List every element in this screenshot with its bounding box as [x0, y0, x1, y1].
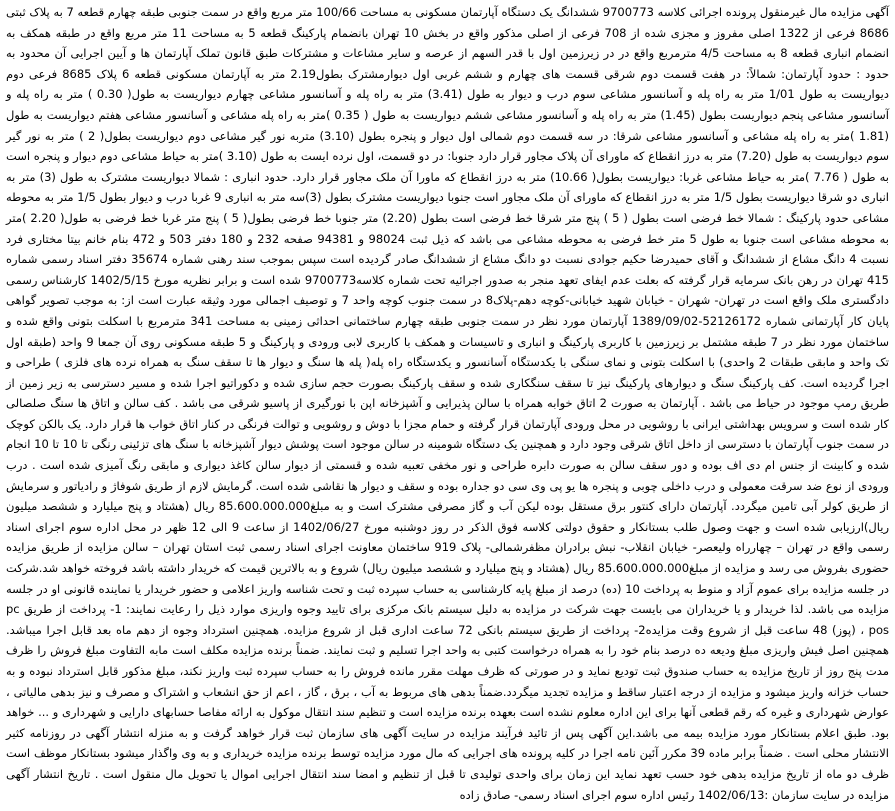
- auction-notice-text: آگهی مزایده مال غیرمنقول پرونده اجرائی کلاسه 9700773 ششدانگ یک دستگاه آپارتمان مسکونی به مساحت 100/66 متر مربع واقع در سمت جنوبی طبقه چهارم قطعه 7 به پلاک ثبتی 8686 فرعی از 1322 اصلی مفروز و مجزی شده از 708 فرعی از اصلی مذکور واقع در بخش 10 تهران بانضمام پارکینگ قطعه 5 به مساحت 11 متر مربع واقع در طبقه همکف به انضمام انباری قطعه 8 به مساحت 4/5 مترمربع واقع در در زیرزمین اول با قدر السهم از عرصه و سایر مشاعات و مشترکات طبق قانون تملک آپارتمان ها و آیین اجرایی آن محدود به حدود : حدود آپارتمان: شمالاً: در هفت قسمت دوم شرقی قسمت های چهارم و ششم غربی اول دیوارمشترک بطول2.19 متر به آپارتمان مسکونی قطعه 6 پلاک 8685 فرعی دوم دیواریست به طول 1/01 متر به راه پله و آسانسور مشاعی سوم درب و دیوار به طول (3.41) متر به راه پله و آسانسور مشاعی چهارم دیواریست به طول( 0.30 ) متر به راه پله و آسانسور مشاعی پنجم دیواریست بطول (1.45) متر به راه پله و آسانسور مشاعی ششم دیواریست به طول ( 0.35 )متر به راه پله مشاعی و آسانسور مشاعی هفتم دیواریست به طول (1.81 )متر به راه پله مشاعی و آسانسور مشاعی شرقا: در سه قسمت دوم شمالی اول دیوار و پنجره بطول (3.10) متربه نور گیر مشاعی دوم دیواریست بطول( 2 ) متر به نور گیر سوم دیواریست به طول (7.20) متر به درز انقطاع که ماورای آن پلاک مجاور قرار دارد جنوبا: در دو قسمت، اول نرده ایست به طول (3.10 )متر به حیاط مشاعی دوم دیوار و پنجره است به طول ( 7.76 )متر به حیاط مشاعی غربا: دیواریست بطول( 10.66) متر به درز انقطاع که ماورا آن ملک مجاور قرار دارد. حدود انباری : شمالا دیواریست مشترک به طول (3) متر به انباری دو شرقا دیواریست بطول 1/5 متر به درز انقطاع که ماورای آن ملک مجاور است جنوبا دیواریست مشترک بطول (3)سه متر به انباری 9 غربا درب و دیوار بطول 1/5 متر به محوطه مشاعی حدود پارکینگ : شمالا خط فرضی است بطول ( 5 ) پنج متر شرقا خط فرضی است بطول (2.20) متر جنوبا خط فرضی بطول( 5 ) پنج متر غربا خط فرضی به طول( 2.20 )متر به محوطه مشاعی است جنوبا به طول 5 متر خط فرضی به محوطه مشاعی می باشد که ذیل ثبت 98024 و 94381 صفحه 232 و 180 دفتر 503 و 472 بنام خانم بیتا مختاری فرد نسبت 4 دانگ مشاع از ششدانگ و آقای حمیدرضا حکیم جوادی نسبت دو دانگ مشاع از ششدانگ صادر گردیده است سپس بموجب سند رهنی شماره 35674 دفتر اسناد رسمی شماره 415 تهران در رهن بانک سرمایه قرار گرفته که بعلت عدم ایفای تعهد منجر به صدور اجرائیه تحت شماره کلاسه9700773 شده است و برابر نظریه مورخ 1402/5/15 کارشناس رسمی دادگستری ملک واقع است در تهران- شهران - خیابان شهید خیابانی-کوچه دهم-پلاک8 در سمت جنوب کوچه واحد 7 و توصیف اجمالی مورد وثیقه عبارت است از: به موجب تصویر گواهی پایان کار آپارتمانی شماره 52126172-1389/09/02 آپارتمان مورد نظر در سمت جنوبی طبقه چهارم ساختمانی احداثی زمینی به مساحت 341 مترمربع با اسکلت بتونی واقع شده و ساختمان مورد نظر در 7 طبقه مشتمل بر زیرزمین با کاربری پارکینگ و انباری و تاسیسات و همکف با کاربری لابی ورودی و پارکینگ و 5 طبقه مسکونی روی آن جمعا 9 واحد (طبقه اول تک واحد و مابقی طبقات 2 واحدی) با اسکلت بتونی و نمای سنگی با یکدستگاه آسانسور و یکدستگاه راه پله( پله ها سنگ و دیوار ها تا سقف سنگ به همراه نرده های فلزی ) طراحی و اجرا گردیده است. کف پارکینگ سنگ و دیوارهای پارکینگ نیز تا سقف سنگکاری شده و سقف پارکینگ بصورت حجم سازی شده و دکوراتیو اجرا شده و مسیر دسترسی به زیر زمین از طریق رمپ موجود در حیاط می باشد . آپارتمان به صورت 2 اتاق خوابه همراه با سالن پذیرایی و آشپزخانه اپن با نورگیری از پاسیو شرقی می باشد . کف سالن و اتاق ها سنگ صلصالی کار شده است و سرویس بهداشتی ایرانی با روشویی در محل ورودی آپارتمان قرار گرفته و حمام مجزا با دوش و روشویی و توالت فرنگی در کنار اتاق خواب ها قرار دارد. یک بالکن کوچک در سمت جنوب آپارتمان با دسترسی از داخل اتاق شرقی وجود دارد و همچنین یک دستگاه شومینه در سالن موجود است پوشش دیوار آشپزخانه با سنگ های تزئینی رنگی تا 10 تا 10 انجام شده و کابینت از جنس ام دی اف بوده و دور سقف سالن به صورت دابره طراحی و نور مخفی تعبیه شده و قسمتی از دیوار سالن کاغذ دیواری و مابقی رنگ آمیزی شده است . درب ورودی از نوع ضد سرقت معمولی و درب داخلی چوبی و پنجره ها یو پی وی سی دو جداره بوده و سقف و دیوار ها نقاشی شده است. گرمایش لازم از طریق شوفاژ و رادیاتور و سرمایش از طریق کولر آبی تامین میگردد. آپارتمان دارای کنتور برق مستقل بوده لیکن آب و گاز مصرفی مشترک است و به مبلغ85.600.000.000 ریال (هشتاد و پنج میلیارد و ششصد میلیون ریال)ارزیابی شده است و جهت وصول طلب بستانکار و حقوق دولتی کلاسه فوق الذکر در روز دوشنبه مورخ 1402/06/27 از ساعت 9 الی 12 ظهر در محل اداره سوم اجرای اسناد رسمی واقع در تهران – چهارراه ولیعصر- خیابان انقلاب- نبش برادران مظفرشمالی- پلاک 919 ساختمان معاونت اجرای اسناد رسمی ثبت استان تهران – سالن مزایده از طریق مزایده حضوری بفروش می رسد و مزایده از مبلغ85.600.000.000 ریال (هشتاد و پنج میلیارد و ششصد میلیون ریال) شروع و به بالاترین قیمت که خریدار داشته باشد فروخته خواهد شد.شرکت در جلسه مزایده برای عموم آزاد و منوط به پرداخت 10 (ده) درصد از مبلغ پایه کارشناسی به حساب سپرده ثبت و تحت شناسه واریز اعلامی و حضور خریدار یا نماینده قانونی او در جلسه مزایده می باشد. لذا خریدار و یا خریداران می بایست جهت شرکت در مزایده به دلیل سیستم بانک مرکزی برای تایید وجوه واریزی موارد ذیل را رعایت نمایند: 1- پرداخت از طریق pc pos ، (پوز) 48 ساعت قبل از شروع وقت مزایده2- پرداخت از طریق سیستم بانکی 72 ساعت اداری قبل از شروع مزایده. همچنین استرداد وجوه از دهم ماه بعد قابل اجرا میباشد. همچنین اصل فیش واریزی مبلغ ودیعه ده درصد بنام خود را به همراه درخواست کتبی به واحد اجرا تسلیم و ثبت نمایند. ضمناً برنده مزایده مکلف است مابه التفاوت مبلغ فروش را ظرف مدت پنج روز از تاریخ مزایده به حساب صندوق ثبت تودیع نماید و در صورتی که ظرف مهلت مقرر مانده فروش را به حساب سپرده ثبت واریز نکند، مبلغ مذکور قابل استرداد نبوده و به حساب خزانه واریز میشود و مزایده از درجه اعتبار ساقط و مزایده تجدید میگردد.ضمناً بدهی های مربوط به آب ، برق ، گاز ، اعم از حق انشعاب و اشتراک و مصرف و نیز بدهی مالیاتی ، عوارض شهرداری و غیره که رقم قطعی آنها برای این اداره معلوم نشده است بعهده برنده مزایده است و تنظیم سند انتقال موکول به ارائه مفاصا حسابهای دارایی و شهرداری و ... خواهد بود. طبق اعلام بستانکار مورد مزایده بیمه می باشد.این آگهی پس از تائید فرآیند مزایده در سایت آگهی های سازمان ثبت قرار خواهد گرفت و به منزله انتشار آگهی در روزنامه کثیر الانتشار محلی است . ضمناً برابر ماده 39 مکرر آئین نامه اجرا در کلیه پرونده های اجرایی که مال مورد مزایده توسط برنده مزایده خریداری و به وی واگذار میشود بستانکار موظف است ظرف دو ماه از تاریخ مزایده بدهی خود حسب تعهد نماید این زمان برای واحدی تولیدی تا قبل از تنظیم و امضا سند انتقال اجرایی اموال یا تحویل مال منقول است . تاریخ انتشار آگهی مزایده در سایت سازمان :1402/06/13 رئیس اداره سوم اجرای اسناد رسمی- صادق زاده: [6, 5, 890, 802]
